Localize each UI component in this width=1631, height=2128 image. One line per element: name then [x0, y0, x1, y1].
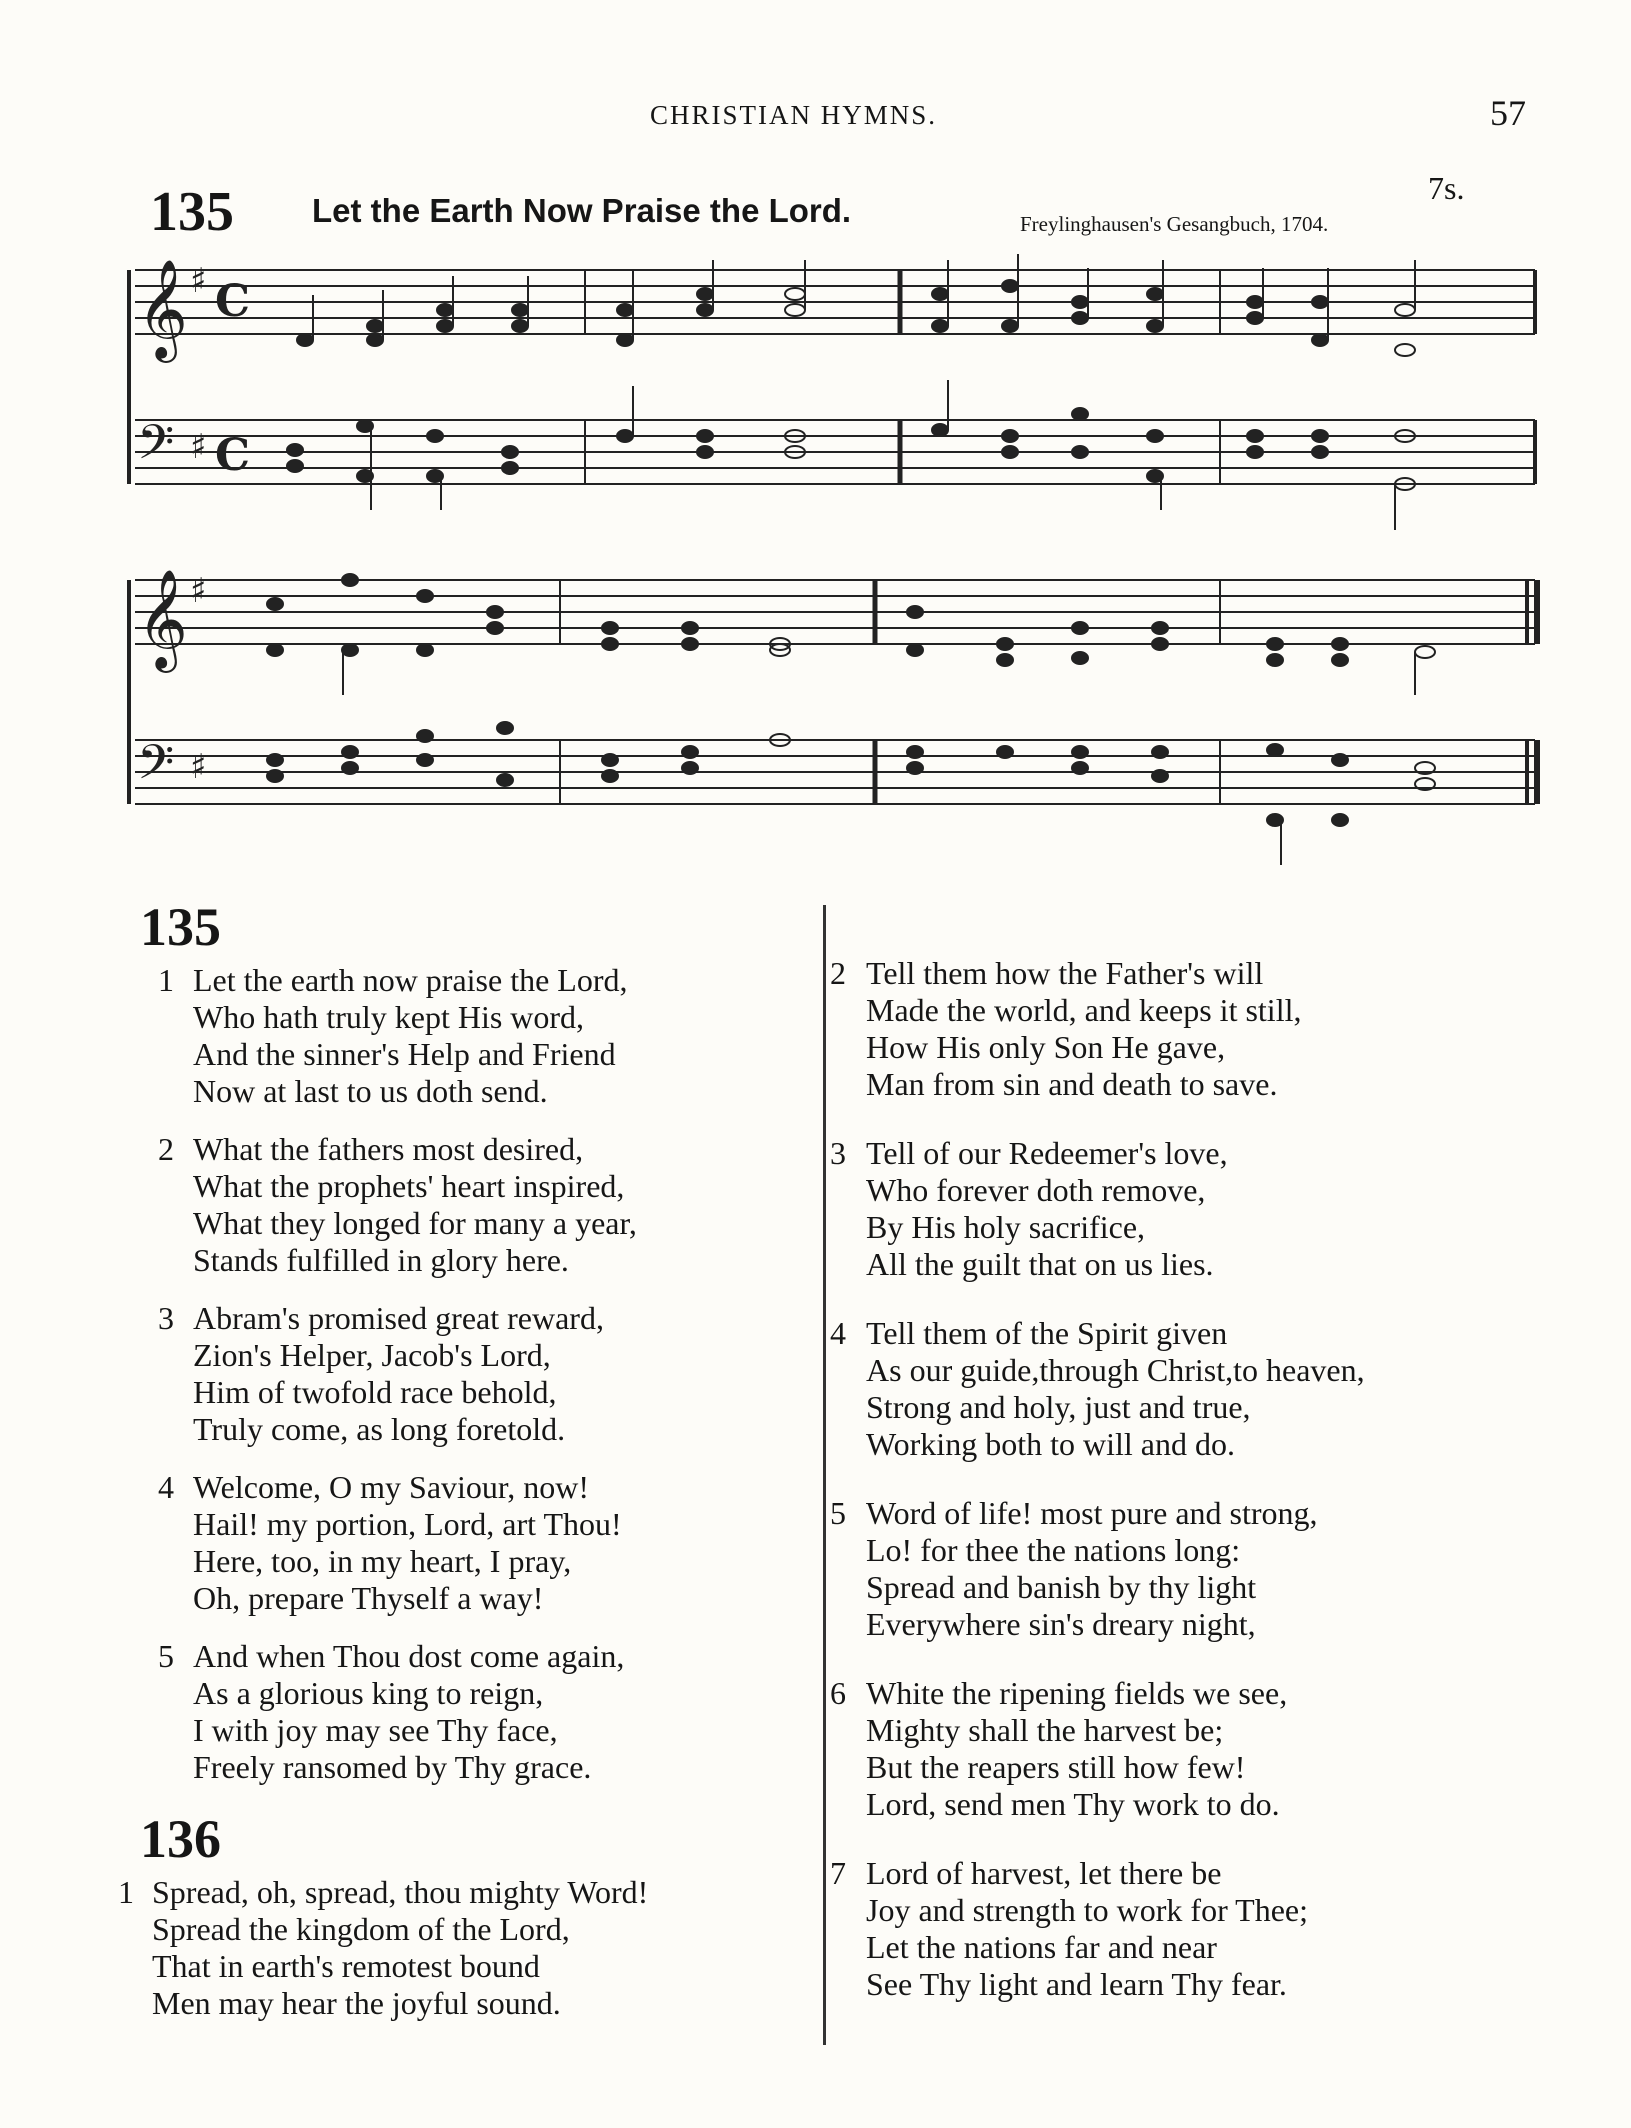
verse-number: 5 [158, 1638, 174, 1674]
verse-line: All the guilt that on us lies. [866, 1246, 1214, 1282]
verse-line: Made the world, and keeps it still, [866, 992, 1302, 1028]
verse-line: Lo! for thee the nations long: [866, 1532, 1241, 1568]
verse-line: See Thy light and learn Thy fear. [866, 1966, 1287, 2002]
verse-line: Hail! my portion, Lord, art Thou! [193, 1506, 622, 1542]
hymn-135-stanza-5 [140, 1638, 820, 1786]
verse-number: 4 [830, 1315, 846, 1351]
svg-text:♯: ♯ [190, 571, 207, 611]
hymn-136-stanza-4 [830, 1315, 1530, 1463]
hymn-136-number: 136 [140, 1809, 221, 1869]
hymn-number: 135 [150, 181, 234, 243]
verse-line: Who hath truly kept His word, [193, 999, 585, 1035]
verse-line: As a glorious king to reign, [193, 1675, 544, 1711]
verse-line: Strong and holy, just and true, [866, 1389, 1251, 1425]
verse-line: Lord, send men Thy work to do. [866, 1786, 1280, 1822]
verse-line: Mighty shall the harvest be; [866, 1712, 1224, 1748]
verse-line: Welcome, O my Saviour, now! [193, 1469, 590, 1505]
verse-number: 2 [830, 955, 846, 991]
verse-line: I with joy may see Thy face, [193, 1712, 558, 1748]
verse-line: Lord of harvest, let there be [866, 1855, 1222, 1891]
verse-line: And the sinner's Help and Friend [193, 1036, 616, 1072]
verse-line: Everywhere sin's dreary night, [866, 1606, 1256, 1642]
svg-text:𝄞: 𝄞 [137, 259, 188, 359]
verse-number: 1 [158, 962, 174, 998]
verse-number: 2 [158, 1131, 174, 1167]
verse-line: Word of life! most pure and strong, [866, 1495, 1318, 1531]
verse-number: 3 [158, 1300, 174, 1336]
hymn-135-stanza-3 [140, 1300, 820, 1448]
verse-line: Now at last to us doth send. [193, 1073, 548, 1109]
svg-text:C: C [215, 276, 251, 327]
svg-text:♯: ♯ [190, 261, 207, 301]
verse-line: That in earth's remotest bound [152, 1948, 540, 1984]
verse-line: Joy and strength to work for Thee; [866, 1892, 1308, 1928]
verse-line: Let the nations far and near [866, 1929, 1217, 1965]
hymn-136-stanza-6 [830, 1675, 1530, 1823]
hymn-135-number: 135 [140, 897, 221, 957]
verse-line: Here, too, in my heart, I pray, [193, 1543, 572, 1579]
running-head-title: CHRISTIAN HYMNS. [650, 100, 938, 130]
hymn-135-stanza-2 [140, 1131, 820, 1279]
system-2 [129, 580, 1537, 804]
verse-line: Working both to will and do. [866, 1426, 1235, 1462]
verse-line: How His only Son He gave, [866, 1029, 1226, 1065]
verse-line: As our guide,through Christ,to heaven, [866, 1352, 1365, 1388]
verse-line: Freely ransomed by Thy grace. [193, 1749, 592, 1785]
svg-text:♯: ♯ [190, 747, 207, 787]
verse-number: 5 [830, 1495, 846, 1531]
left-column [118, 897, 820, 2043]
verse-line: Abram's promised great reward, [193, 1300, 604, 1336]
hymn-136-stanza-1 [118, 1874, 820, 2022]
verse-line: Spread and banish by thy light [866, 1569, 1257, 1605]
hymn-title: Let the Earth Now Praise the Lord. [312, 192, 852, 229]
page-number: 57 [1490, 93, 1526, 133]
verse-line: And when Thou dost come again, [193, 1638, 625, 1674]
verse-line: Zion's Helper, Jacob's Lord, [193, 1337, 551, 1373]
right-column [830, 955, 1530, 2024]
hymn-meter: 7s. [1428, 170, 1465, 206]
verse-line: But the reapers still how few! [866, 1749, 1246, 1785]
verse-line: Tell of our Redeemer's love, [866, 1135, 1228, 1171]
music-score [115, 240, 1545, 880]
verse-number: 4 [158, 1469, 174, 1505]
hymn-136-stanza-7 [830, 1855, 1530, 2003]
verse-line: Truly come, as long foretold. [193, 1411, 566, 1447]
hymn-135-stanza-4 [140, 1469, 820, 1617]
running-head [0, 93, 1631, 140]
verse-number: 1 [118, 1874, 134, 1910]
hymn-135-header [0, 170, 1631, 250]
verse-line: Who forever doth remove, [866, 1172, 1206, 1208]
hymn-136-start [118, 1809, 820, 2022]
hymn-136-stanza-2 [830, 955, 1530, 1103]
hymn-135-stanza-1 [140, 962, 820, 1110]
verse-line: Tell them of the Spirit given [866, 1315, 1228, 1351]
hymn-source: Freylinghausen's Gesangbuch, 1704. [1020, 212, 1329, 236]
hymn-136-stanza-3 [830, 1135, 1530, 1283]
verse-line: What they longed for many a year, [193, 1205, 637, 1241]
verse-line: Man from sin and death to save. [866, 1066, 1278, 1102]
verse-number: 7 [830, 1855, 846, 1891]
column-divider [823, 905, 826, 2045]
svg-text:C: C [215, 430, 251, 481]
treble-staff-2 [135, 580, 1535, 644]
verse-line: Spread, oh, spread, thou mighty Word! [152, 1874, 649, 1910]
svg-text:𝄢: 𝄢 [137, 414, 175, 482]
verse-line: What the prophets' heart inspired, [193, 1168, 625, 1204]
verse-line: Him of twofold race behold, [193, 1374, 557, 1410]
verse-line: Let the earth now praise the Lord, [193, 962, 628, 998]
verse-line: Stands fulfilled in glory here. [193, 1242, 569, 1278]
verse-line: Men may hear the joyful sound. [152, 1985, 561, 2021]
svg-text:𝄞: 𝄞 [137, 569, 188, 669]
verse-line: Tell them how the Father's will [866, 955, 1264, 991]
svg-text:𝄢: 𝄢 [137, 734, 175, 802]
verse-line: Oh, prepare Thyself a way! [193, 1580, 544, 1616]
verse-number: 6 [830, 1675, 846, 1711]
noteheads [267, 254, 1435, 865]
svg-text:♯: ♯ [190, 427, 207, 467]
verse-number: 3 [830, 1135, 846, 1171]
verse-line: By His holy sacrifice, [866, 1209, 1146, 1245]
hymn-136-stanza-5 [830, 1495, 1530, 1643]
verse-line: White the ripening fields we see, [866, 1675, 1288, 1711]
verse-line: Spread the kingdom of the Lord, [152, 1911, 570, 1947]
verse-line: What the fathers most desired, [193, 1131, 584, 1167]
